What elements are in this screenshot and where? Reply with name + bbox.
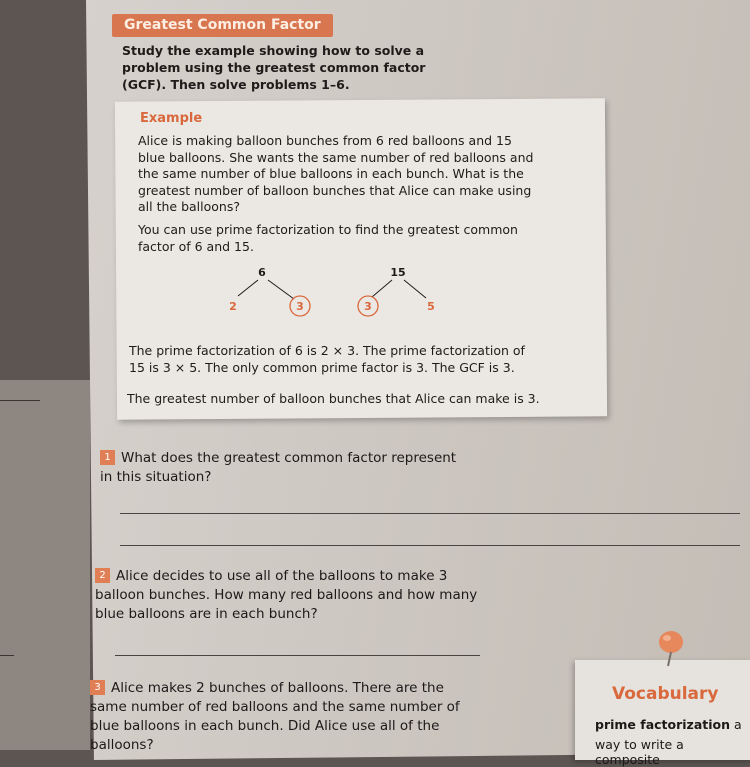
- vocabulary-definition-start: a: [734, 717, 742, 732]
- answer-line[interactable]: [115, 655, 480, 656]
- question-1-text: What does the greatest common factor represent in this situation?: [100, 450, 457, 485]
- section-title-tab: Greatest Common Factor: [112, 14, 333, 37]
- example-problem-text: Alice is making balloon bunches from 6 red balloons and 15 blue balloons. She wants the same number of red balloons and the same number of blue balloons in each bunch. What is the greatest number of balloon bunches that Alice can make using all the balloons?: [138, 133, 534, 214]
- vocabulary-title: Vocabulary: [612, 684, 719, 704]
- question-number-badge: 1: [100, 450, 115, 465]
- vocabulary-term: prime factorization: [595, 717, 731, 732]
- question-3: [90, 679, 475, 755]
- tree-6-right-factor: 3: [296, 300, 304, 313]
- example-conclusion-text: The greatest number of balloon bunches that Alice can make is 3.: [127, 391, 540, 406]
- adjacent-page-rule: [0, 400, 40, 401]
- adjacent-page-rule: [0, 655, 14, 656]
- question-2: [95, 567, 480, 624]
- factor-trees: [200, 262, 460, 322]
- question-3-text: Alice makes 2 bunches of balloons. There are the same number of red balloons and the same number of blue balloons in each bunch. Did Alice use all of the balloons?: [90, 680, 460, 753]
- question-number-badge: 2: [95, 568, 110, 583]
- question-1: [100, 449, 470, 487]
- tree-6-root: 6: [258, 266, 266, 279]
- answer-line[interactable]: [120, 545, 740, 546]
- vocabulary-term-line: [595, 717, 742, 732]
- adjacent-page: [0, 380, 90, 750]
- pushpin-icon: [654, 628, 688, 668]
- example-method-text: You can use prime factorization to find the greatest common factor of 6 and 15.: [138, 222, 518, 254]
- tree-15-left-factor: 3: [364, 300, 372, 313]
- tree-6-left-factor: 2: [229, 300, 237, 313]
- example-title: Example: [140, 111, 203, 126]
- question-2-text: Alice decides to use all of the balloons to make 3 balloon bunches. How many red balloons and how many blue balloons are in each bunch?: [95, 568, 478, 622]
- factor-tree-15: [358, 266, 435, 316]
- factor-tree-6: [229, 266, 310, 316]
- instructions-text: Study the example showing how to solve a problem using the greatest common factor (GCF). Then solve problems 1–6.: [122, 43, 426, 92]
- tree-15-right-factor: 5: [427, 300, 435, 313]
- question-number-badge: 3: [90, 680, 105, 695]
- example-explanation-text: The prime factorization of 6 is 2 × 3. The prime factorization of 15 is 3 × 5. The only common prime factor is 3. The GCF is 3.: [129, 343, 525, 375]
- answer-line[interactable]: [120, 513, 740, 514]
- vocabulary-definition: way to write a composite: [595, 737, 684, 767]
- tree-15-root: 15: [390, 266, 406, 279]
